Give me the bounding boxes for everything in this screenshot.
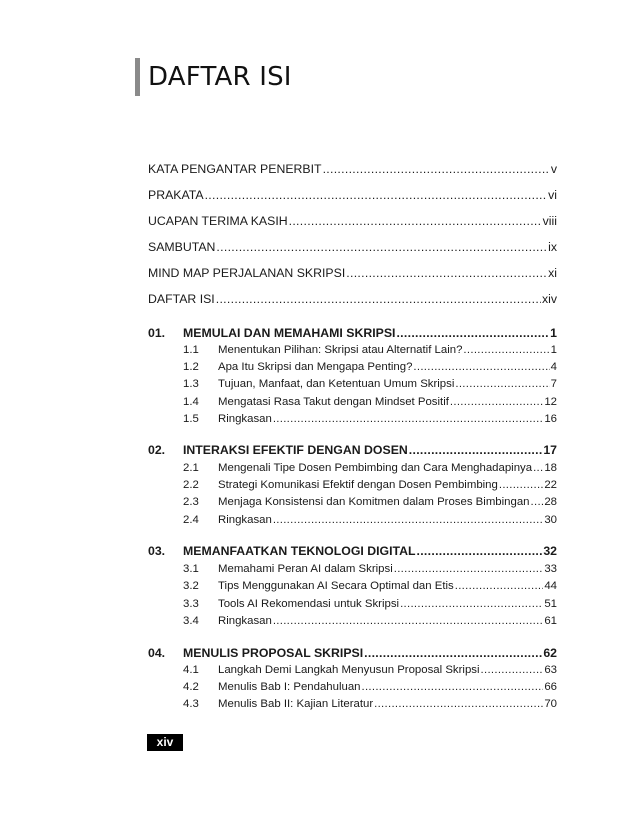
section-number: 3.3 — [183, 598, 199, 610]
toc-section[interactable] — [183, 359, 557, 375]
leader-dots — [346, 265, 547, 281]
chapter-title: INTERAKSI EFEKTIF DENGAN DOSEN — [183, 443, 408, 457]
toc-entry[interactable] — [148, 265, 557, 281]
leader-dots — [273, 613, 544, 629]
toc-section[interactable] — [183, 662, 557, 678]
section-title: Mengatasi Rasa Takut dengan Mindset Positif — [218, 396, 449, 408]
section-number: 4.1 — [183, 664, 199, 676]
section-page: 16 — [544, 413, 557, 425]
section-page: 22 — [544, 479, 557, 491]
section-title: Menulis Bab I: Pendahuluan — [218, 681, 361, 693]
leader-dots — [374, 696, 543, 712]
leader-dots — [273, 512, 544, 528]
chapter-title: MENULIS PROPOSAL SKRIPSI — [183, 646, 364, 660]
section-number: 2.2 — [183, 479, 199, 491]
section-page: 63 — [544, 664, 557, 676]
toc-chapter[interactable] — [148, 442, 557, 458]
section-title: Ringkasan — [218, 615, 272, 627]
toc-section[interactable] — [183, 394, 557, 410]
section-title: Ringkasan — [218, 413, 272, 425]
section-title: Apa Itu Skripsi dan Mengapa Penting? — [218, 361, 413, 373]
leader-dots — [361, 679, 543, 695]
section-page: 70 — [544, 698, 557, 710]
leader-dots — [394, 561, 544, 577]
toc-section[interactable] — [183, 578, 557, 594]
leader-dots — [396, 325, 549, 341]
toc-section[interactable] — [183, 596, 557, 612]
section-page: 30 — [544, 514, 557, 526]
section-title: Tools AI Rekomendasi untuk Skripsi — [218, 598, 400, 610]
section-page: 33 — [544, 563, 557, 575]
section-title: Mengenali Tipe Dosen Pembimbing dan Cara Menghadapinya — [218, 462, 533, 474]
chapter-page: 62 — [543, 646, 557, 660]
toc-entry-page: xiv — [541, 292, 557, 306]
section-page: 61 — [544, 615, 557, 627]
leader-dots — [531, 494, 544, 510]
chapter-number: 01. — [148, 326, 166, 340]
leader-dots — [216, 239, 547, 255]
chapter-page: 1 — [550, 326, 557, 340]
leader-dots — [273, 411, 544, 427]
section-page: 1 — [550, 344, 557, 356]
leader-dots — [289, 213, 542, 229]
toc-entry[interactable] — [148, 161, 557, 177]
toc-section[interactable] — [183, 376, 557, 392]
leader-dots — [323, 161, 550, 177]
toc-section[interactable] — [183, 679, 557, 695]
section-number: 1.3 — [183, 378, 199, 390]
section-number: 1.5 — [183, 413, 199, 425]
section-title: Tujuan, Manfaat, dan Ketentuan Umum Skripsi — [218, 378, 455, 390]
section-page: 51 — [544, 598, 557, 610]
section-title: Menjaga Konsistensi dan Komitmen dalam Proses Bimbingan — [218, 496, 530, 508]
toc-entry[interactable] — [148, 187, 557, 203]
leader-dots — [455, 376, 549, 392]
toc-section[interactable] — [183, 342, 557, 358]
section-title: Menulis Bab II: Kajian Literatur — [218, 698, 374, 710]
page-title: DAFTAR ISI — [148, 62, 292, 92]
leader-dots — [533, 460, 543, 476]
leader-dots — [450, 394, 543, 410]
section-number: 4.2 — [183, 681, 199, 693]
section-page: 4 — [550, 361, 557, 373]
section-number: 2.1 — [183, 462, 199, 474]
toc-entry-label: SAMBUTAN — [148, 240, 216, 254]
toc-section[interactable] — [183, 561, 557, 577]
chapter-page: 32 — [543, 544, 557, 558]
toc-entry-page: xi — [548, 266, 557, 280]
toc-chapter[interactable] — [148, 645, 557, 661]
leader-dots — [364, 645, 542, 661]
section-number: 3.4 — [183, 615, 199, 627]
leader-dots — [409, 442, 543, 458]
page-number-badge: xiv — [147, 734, 183, 751]
section-title: Langkah Demi Langkah Menyusun Proposal Skripsi — [218, 664, 480, 676]
toc-entry-label: PRAKATA — [148, 188, 204, 202]
toc-entry-label: KATA PENGANTAR PENERBIT — [148, 162, 322, 176]
title-accent-bar — [135, 58, 140, 96]
section-number: 4.3 — [183, 698, 199, 710]
toc-entry-label: UCAPAN TERIMA KASIH — [148, 214, 288, 228]
section-title: Menentukan Pilihan: Skripsi atau Alternatif Lain? — [218, 344, 463, 356]
toc-entry[interactable] — [148, 291, 557, 307]
toc-section[interactable] — [183, 477, 557, 493]
toc-entry-label: MIND MAP PERJALANAN SKRIPSI — [148, 266, 346, 280]
leader-dots — [481, 662, 544, 678]
section-title: Memahami Peran AI dalam Skripsi — [218, 563, 393, 575]
toc-entry[interactable] — [148, 239, 557, 255]
toc-entry-page: vi — [548, 188, 557, 202]
leader-dots — [416, 543, 542, 559]
toc-section[interactable] — [183, 460, 557, 476]
chapter-title: MEMULAI DAN MEMAHAMI SKRIPSI — [183, 326, 396, 340]
toc-section[interactable] — [183, 512, 557, 528]
toc-section[interactable] — [183, 494, 557, 510]
toc-entry-page: viii — [542, 214, 557, 228]
section-page: 66 — [544, 681, 557, 693]
section-number: 1.4 — [183, 396, 199, 408]
toc-entry-label: DAFTAR ISI — [148, 292, 215, 306]
leader-dots — [216, 291, 541, 307]
section-page: 18 — [544, 462, 557, 474]
leader-dots — [463, 342, 549, 358]
section-page: 28 — [544, 496, 557, 508]
toc-chapter[interactable] — [148, 543, 557, 559]
leader-dots — [413, 359, 549, 375]
toc-section[interactable] — [183, 696, 557, 712]
chapter-number: 02. — [148, 443, 166, 457]
section-page: 44 — [544, 580, 557, 592]
leader-dots — [400, 596, 543, 612]
section-number: 2.3 — [183, 496, 199, 508]
toc-section[interactable] — [183, 613, 557, 629]
chapter-number: 04. — [148, 646, 166, 660]
section-title: Ringkasan — [218, 514, 272, 526]
toc-entry[interactable] — [148, 213, 557, 229]
toc-section[interactable] — [183, 411, 557, 427]
section-number: 1.2 — [183, 361, 199, 373]
toc-entry-page: v — [550, 162, 557, 176]
section-number: 3.1 — [183, 563, 199, 575]
leader-dots — [499, 477, 543, 493]
leader-dots — [205, 187, 548, 203]
section-title: Tips Menggunakan AI Secara Optimal dan Etis — [218, 580, 454, 592]
section-number: 2.4 — [183, 514, 199, 526]
chapter-number: 03. — [148, 544, 166, 558]
toc-entry-page: ix — [548, 240, 557, 254]
toc-chapter[interactable] — [148, 325, 557, 341]
section-number: 3.2 — [183, 580, 199, 592]
leader-dots — [455, 578, 544, 594]
chapter-page: 17 — [543, 443, 557, 457]
section-number: 1.1 — [183, 344, 199, 356]
section-title: Strategi Komunikasi Efektif dengan Dosen Pembimbing — [218, 479, 498, 491]
section-page: 7 — [550, 378, 557, 390]
chapter-title: MEMANFAATKAN TEKNOLOGI DIGITAL — [183, 544, 416, 558]
section-page: 12 — [544, 396, 557, 408]
